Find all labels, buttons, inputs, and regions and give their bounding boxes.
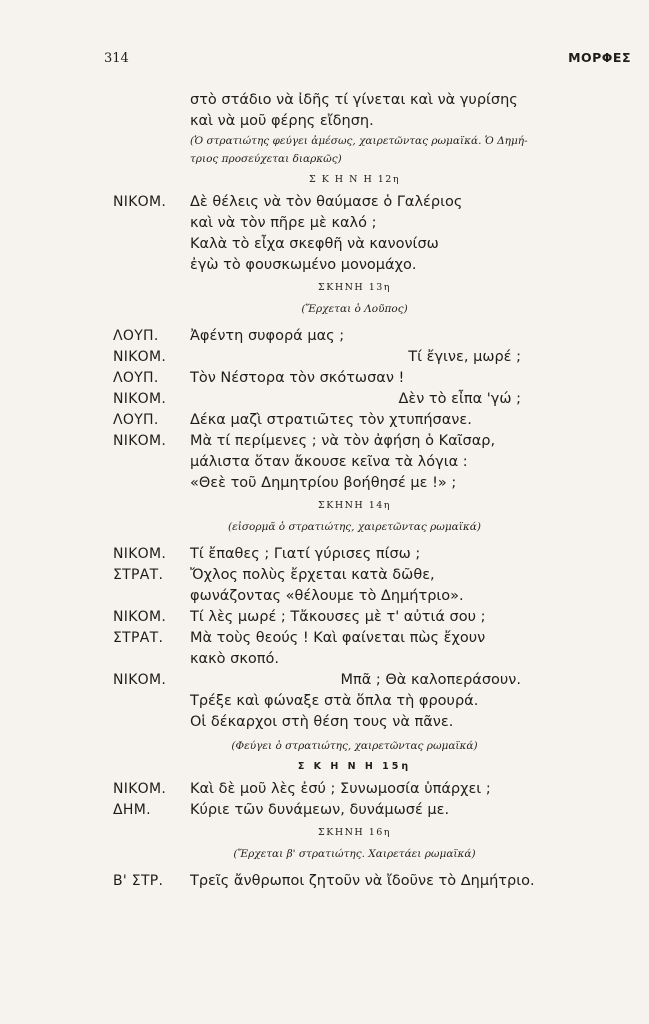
verse-line	[0, 255, 649, 276]
page-number: 314	[104, 51, 129, 66]
scene-heading: ΣΚΗΝΗ 14η	[318, 500, 391, 511]
verse-text: καὶ νὰ τὸν πῆρε μὲ καλό ;	[190, 215, 377, 231]
verse-text: ἐγὼ τὸ φουσκωμένο μονομάχο.	[190, 257, 417, 273]
stage-direction	[0, 150, 649, 168]
stage-direction-text: (Ὁ στρατιώτης φεύγει ἀμέσως, χαιρετῶντας ρωμαϊκά. Ὁ Δημή-	[190, 135, 528, 147]
speaker-name: ΛΟΥΠ.	[113, 412, 159, 428]
verse-text: Καλὰ τὸ εἶχα σκεφθῆ νὰ κανονίσω	[190, 236, 439, 252]
verse-line	[0, 473, 649, 494]
scene-heading: Σ Κ Η Ν Η 15η	[297, 761, 412, 772]
verse-line	[0, 90, 649, 111]
verse-text: Δέκα μαζὶ στρατιῶτες τὸν χτυπήσανε.	[190, 412, 472, 428]
verse-text: Τί λὲς μωρέ ; Τἄκουσες μὲ τ' αὐτιά σου ;	[190, 609, 486, 625]
verse-text: Καὶ δὲ μοῦ λὲς ἐσύ ; Συνωμοσία ὑπάρχει ;	[190, 781, 491, 797]
dialogue-line	[0, 779, 649, 800]
dialogue-line	[0, 607, 649, 628]
dialogue-line	[0, 410, 649, 431]
dialogue-line	[0, 670, 649, 691]
dialogue-line	[0, 544, 649, 565]
verse-text: Τρεῖς ἄνθρωποι ζητοῦν νὰ ἴδοῦνε τὸ Δημήτριο.	[190, 873, 535, 889]
dialogue-line	[0, 389, 649, 410]
verse-line	[0, 712, 649, 733]
verse-text: Κύριε τῶν δυνάμεων, δυνάμωσέ με.	[190, 802, 450, 818]
verse-text: μάλιστα ὅταν ἄκουσε κεῖνα τὰ λόγια :	[190, 454, 468, 470]
verse-line	[0, 452, 649, 473]
speaker-name: ΝΙΚΟΜ.	[113, 672, 167, 688]
stage-direction	[0, 845, 649, 863]
dialogue-line	[0, 431, 649, 452]
verse-text: Ὄχλος πολὺς ἔρχεται κατὰ δῶθε,	[190, 567, 435, 583]
verse-text: Μὰ τί περίμενες ; νὰ τὸν ἀφήση ὁ Καῖσαρ,	[190, 433, 496, 449]
speaker-name: ΝΙΚΟΜ.	[113, 609, 167, 625]
speaker-name: ΛΟΥΠ.	[113, 370, 159, 386]
speaker-name: ΝΙΚΟΜ.	[113, 433, 167, 449]
verse-text: Οἱ δέκαρχοι στὴ θέση τους νὰ πᾶνε.	[190, 714, 454, 730]
stage-direction-text: (Ἔρχεται β' στρατιώτης. Χαιρετάει ρωμαϊκά)	[233, 848, 476, 860]
verse-text: Τὸν Νέστορα τὸν σκότωσαν !	[190, 370, 405, 386]
verse-text: Δὲν τὸ εἶπα 'γώ ;	[398, 391, 521, 407]
stage-direction	[0, 132, 649, 150]
scene-heading: ΣΚΗΝΗ 16η	[318, 827, 391, 838]
verse-text: Μπᾶ ; Θὰ καλοπεράσουν.	[340, 672, 521, 688]
speaker-name: ΝΙΚΟΜ.	[113, 546, 167, 562]
page-header	[104, 50, 631, 66]
verse-text: Δὲ θέλεις νὰ τὸν θαύμασε ὁ Γαλέριος	[190, 194, 463, 210]
stage-direction-text: τριος προσεύχεται διαρκῶς)	[190, 153, 342, 165]
dialogue-line	[0, 565, 649, 586]
speaker-name: ΝΙΚΟΜ.	[113, 349, 167, 365]
stage-direction-text: (εἰσορμᾶ ὁ στρατιώτης, χαιρετῶντας ρωμαϊκά)	[228, 521, 481, 533]
stage-direction	[0, 518, 649, 536]
speaker-name: ΣΤΡΑΤ.	[113, 567, 164, 583]
stage-direction-text: (Φεύγει ὁ στρατιώτης, χαιρετῶντας ρωμαϊκά)	[231, 740, 478, 752]
scene-heading: Σ Κ Η Ν Η 12η	[308, 174, 401, 185]
speaker-name: ΝΙΚΟΜ.	[113, 194, 167, 210]
verse-text: Τί ἔπαθες ; Γιατί γύρισες πίσω ;	[190, 546, 421, 562]
dialogue-line	[0, 326, 649, 347]
verse-text: Ἀφέντη συφορά μας ;	[190, 328, 345, 344]
verse-line	[0, 649, 649, 670]
stage-direction-text: (Ἔρχεται ὁ Λοῦπος)	[301, 303, 408, 315]
verse-text: Μὰ τοὺς θεούς ! Καὶ φαίνεται πὼς ἔχουν	[190, 630, 486, 646]
dialogue-line	[0, 871, 649, 892]
verse-text: κακὸ σκοπό.	[190, 651, 279, 667]
stage-direction	[0, 737, 649, 755]
verse-text: στὸ στάδιο νὰ ἰδῆς τί γίνεται καὶ νὰ γυρίσης	[190, 92, 518, 108]
verse-line	[0, 234, 649, 255]
speaker-name: ΛΟΥΠ.	[113, 328, 159, 344]
verse-line	[0, 691, 649, 712]
dialogue-line	[0, 192, 649, 213]
dialogue-line	[0, 368, 649, 389]
stage-direction	[0, 300, 649, 318]
verse-text: «Θεὲ τοῦ Δημητρίου βοήθησέ με !» ;	[190, 475, 457, 491]
dialogue-line	[0, 628, 649, 649]
play-text	[0, 90, 649, 892]
scene-heading: ΣΚΗΝΗ 13η	[318, 282, 391, 293]
verse-text: καὶ νὰ μοῦ φέρης εἴδηση.	[190, 113, 374, 129]
verse-text: Τρέξε καὶ φώναξε στὰ ὅπλα τὴ φρουρά.	[190, 693, 479, 709]
speaker-name: ΣΤΡΑΤ.	[113, 630, 164, 646]
verse-line	[0, 586, 649, 607]
verse-text: φωνάζοντας «θέλουμε τὸ Δημήτριο».	[190, 588, 464, 604]
verse-line	[0, 213, 649, 234]
verse-line	[0, 111, 649, 132]
speaker-name: ΝΙΚΟΜ.	[113, 781, 167, 797]
speaker-name: ΔΗΜ.	[113, 802, 151, 818]
dialogue-line	[0, 800, 649, 821]
verse-text: Τί ἔγινε, μωρέ ;	[408, 349, 521, 365]
dialogue-line	[0, 347, 649, 368]
speaker-name: ΝΙΚΟΜ.	[113, 391, 167, 407]
speaker-name: Β' ΣΤΡ.	[113, 873, 164, 889]
journal-title: ΜΟΡΦΕΣ	[568, 50, 631, 65]
